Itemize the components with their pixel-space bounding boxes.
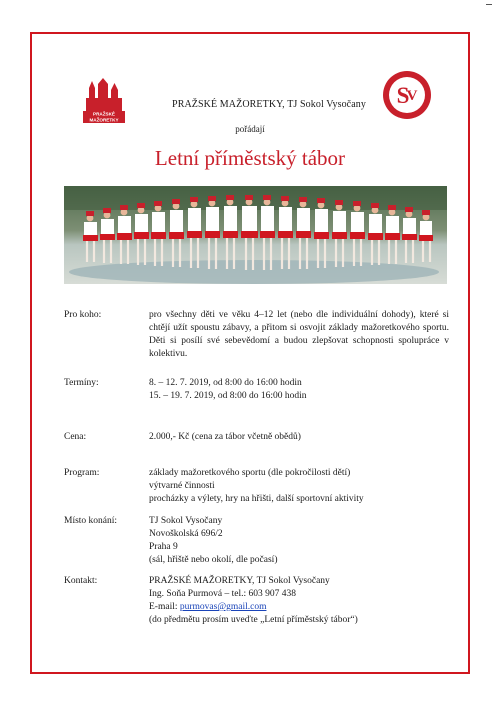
- program-line: procházky a výlety, hry na hřišti, další sportovní aktivity: [149, 494, 364, 504]
- svg-text:MAŽORETKY: MAŽORETKY: [89, 117, 119, 123]
- svg-text:S: S: [396, 83, 410, 108]
- termin-line: 15. – 19. 7. 2019, od 8:00 do 16:00 hodin: [149, 391, 307, 401]
- label-pro-koho: Pro koho:: [64, 310, 102, 320]
- presents-line: pořádají: [235, 124, 265, 134]
- misto-line: (sál, hřiště nebo okolí, dle počasí): [149, 555, 278, 565]
- email-link[interactable]: purmovas@gmail.com: [179, 602, 267, 612]
- kontakt-note: (do předmětu prosím uveďte „Letní příměstský tábor“): [149, 615, 358, 625]
- page-title: Letní příměstský tábor: [154, 146, 346, 170]
- svg-text:PRAŽSKÉ: PRAŽSKÉ: [93, 111, 115, 117]
- group-photo: [64, 186, 447, 284]
- label-cena: Cena:: [64, 432, 87, 442]
- program-line: výtvarné činnosti: [149, 481, 215, 491]
- kontakt-person: Ing. Soňa Purmová – tel.: 603 907 438: [149, 589, 296, 599]
- misto-line: Praha 9: [149, 542, 178, 552]
- label-terminy: Termíny:: [64, 378, 99, 388]
- misto-line: Novoškolská 696/2: [149, 529, 223, 539]
- svg-text:V: V: [406, 88, 418, 104]
- misto-line: TJ Sokol Vysočany: [149, 516, 223, 526]
- cena-line: 2.000,- Kč (cena za tábor včetně obědů): [149, 432, 301, 442]
- kontakt-org: PRAŽSKÉ MAŽORETKY, TJ Sokol Vysočany: [149, 576, 330, 586]
- scan-mark: [486, 4, 492, 5]
- program-line: základy mažoretkového sportu (dle pokročilosti dětí): [149, 468, 351, 478]
- text-pro-koho: pro všechny děti ve věku 4–12 let (nebo dle individuální dohody), které si chtějí užít spoustu zábavy, a přitom si osvojit základy mažoretkového sportu. Děti si posílí své sebevědomí a budou zlepšovat schopnosti spolupráce v kolektivu.: [149, 310, 449, 359]
- organizer-line: PRAŽSKÉ MAŽORETKY, TJ Sokol Vysočany: [172, 99, 366, 110]
- kontakt-email-line: [149, 601, 449, 614]
- label-program: Program:: [64, 468, 100, 478]
- termin-line: 8. – 12. 7. 2019, od 8:00 do 16:00 hodin: [149, 378, 302, 388]
- label-kontakt: Kontakt:: [64, 576, 98, 586]
- sokol-logo: [382, 70, 432, 120]
- label-misto: Místo konání:: [64, 516, 118, 526]
- email-prefix: E-mail:: [149, 602, 180, 612]
